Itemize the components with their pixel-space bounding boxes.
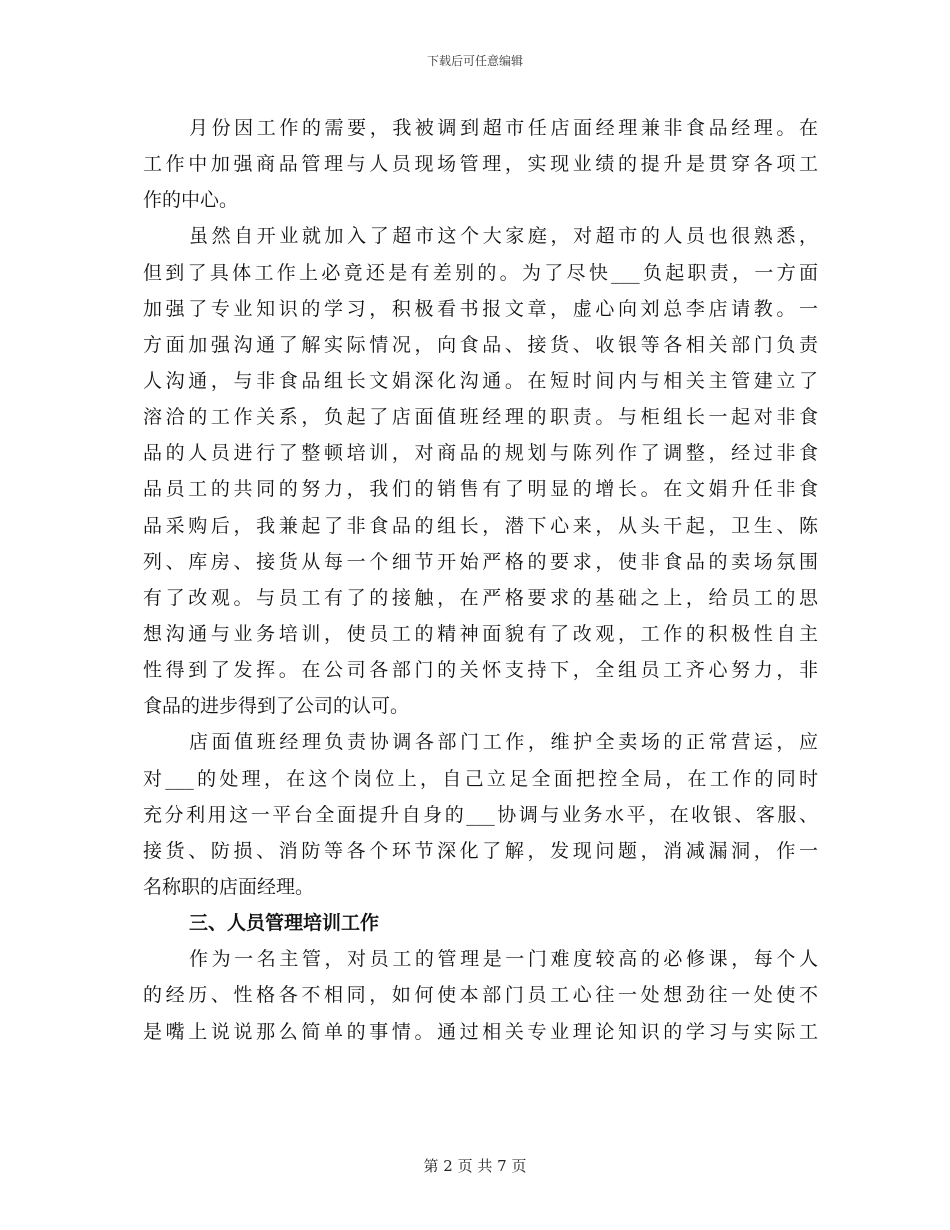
text-line: 虽然自开业就加入了超市这个大家庭，对超市的人员也很熟悉， xyxy=(189,225,818,248)
section-heading: 三、人员管理培训工作 xyxy=(189,912,380,935)
text-line: 接货、防损、消防等各个环节深化了解，发现问题，消减漏洞，作一 xyxy=(143,839,818,862)
text-line: 是嘴上说说那么简单的事情。通过相关专业理论知识的学习与实际工 xyxy=(143,1020,818,1043)
text-line: 名称职的店面经理。 xyxy=(143,875,315,898)
body-text xyxy=(143,110,818,1050)
page-header-note: 下载后可任意编辑 xyxy=(426,54,523,68)
text-line: 的经历、性格各不相同，如何使本部门员工心往一处想劲往一处使不 xyxy=(143,984,818,1007)
text-line: 但到了具体工作上必竟还是有差别的。为了尽快___负起职责，一方面 xyxy=(143,261,818,284)
text-line: 方面加强沟通了解实际情况，向食品、接货、收银等各相关部门负责 xyxy=(143,333,818,356)
text-line: 品的人员进行了整顿培训，对商品的规划与陈列作了调整，经过非食 xyxy=(143,442,818,465)
text-line: 加强了专业知识的学习，积极看书报文章，虚心向刘总李店请教。一 xyxy=(143,297,818,320)
text-line: 充分利用这一平台全面提升自身的___协调与业务水平，在收银、客服、 xyxy=(143,803,818,826)
text-line: 溶洽的工作关系，负起了店面值班经理的职责。与柜组长一起对非食 xyxy=(143,406,818,429)
text-line: 工作中加强商品管理与人员现场管理，实现业绩的提升是贯穿各项工 xyxy=(143,153,818,176)
text-line: 食品的进步得到了公司的认可。 xyxy=(143,695,410,718)
text-line: 对___的处理，在这个岗位上，自己立足全面把控全局，在工作的同时 xyxy=(143,767,818,790)
text-line: 品员工的共同的努力，我们的销售有了明显的增长。在文娟升任非食 xyxy=(143,478,818,501)
text-line: 月份因工作的需要，我被调到超市任店面经理兼非食品经理。在 xyxy=(189,117,818,139)
page-number: 第 2 页 共 7 页 xyxy=(423,1157,527,1175)
text-line: 性得到了发挥。在公司各部门的关怀支持下，全组员工齐心努力，非 xyxy=(143,659,818,682)
text-line: 想沟通与业务培训，使员工的精神面貌有了改观，工作的积极性自主 xyxy=(143,622,818,645)
text-line: 店面值班经理负责协调各部门工作，维护全卖场的正常营运，应 xyxy=(189,731,818,754)
text-line: 列、库房、接货从每一个细节开始严格的要求，使非食品的卖场氛围 xyxy=(143,550,818,573)
text-line: 有了改观。与员工有了的接触，在严格要求的基础之上，给员工的思 xyxy=(143,586,818,609)
text-line: 品采购后，我兼起了非食品的组长，潜下心来，从头干起，卫生、陈 xyxy=(143,514,818,537)
text-line: 人沟通，与非食品组长文娟深化沟通。在短时间内与相关主管建立了 xyxy=(143,369,818,392)
text-line: 作为一名主管，对员工的管理是一门难度较高的必修课，每个人 xyxy=(189,948,818,971)
text-line: 作的中心。 xyxy=(143,189,239,212)
